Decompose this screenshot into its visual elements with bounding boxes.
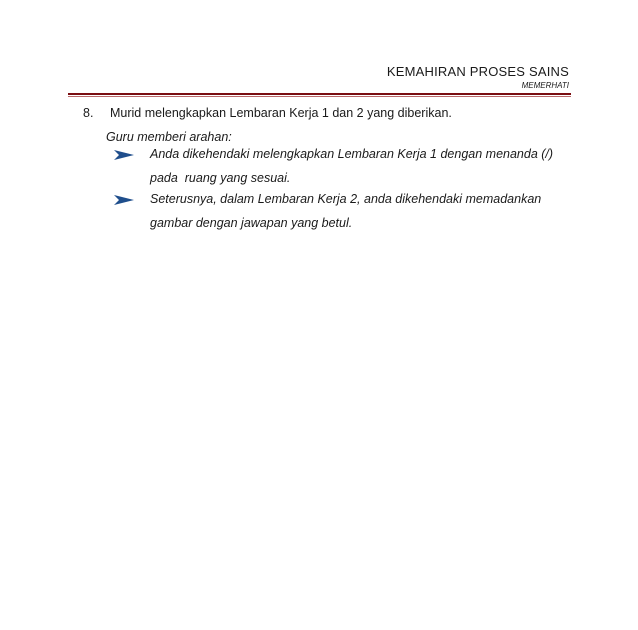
header-title: KEMAHIRAN PROSES SAINS: [386, 64, 569, 79]
bullet-2-line-2: gambar dengan jawapan yang betul.: [150, 216, 353, 230]
header-rule-thin: [68, 96, 571, 97]
question-number: 8.: [83, 106, 94, 120]
chevron-arrow-icon: [114, 150, 134, 160]
bullet-1-line-2: pada ruang yang sesuai.: [150, 171, 291, 185]
header-rule: [68, 93, 571, 95]
question-text: Murid melengkapkan Lembaran Kerja 1 dan 2 yang diberikan.: [110, 106, 452, 120]
chevron-arrow-icon: [114, 195, 134, 205]
bullet-2-line-1: Seterusnya, dalam Lembaran Kerja 2, anda dikehendaki memadankan: [150, 192, 542, 206]
instruction-intro: Guru memberi arahan:: [106, 130, 232, 144]
bullet-1-line-1: Anda dikehendaki melengkapkan Lembaran Kerja 1 dengan menanda (/): [150, 147, 554, 161]
header-subtitle: MEMERHATI: [521, 81, 569, 90]
